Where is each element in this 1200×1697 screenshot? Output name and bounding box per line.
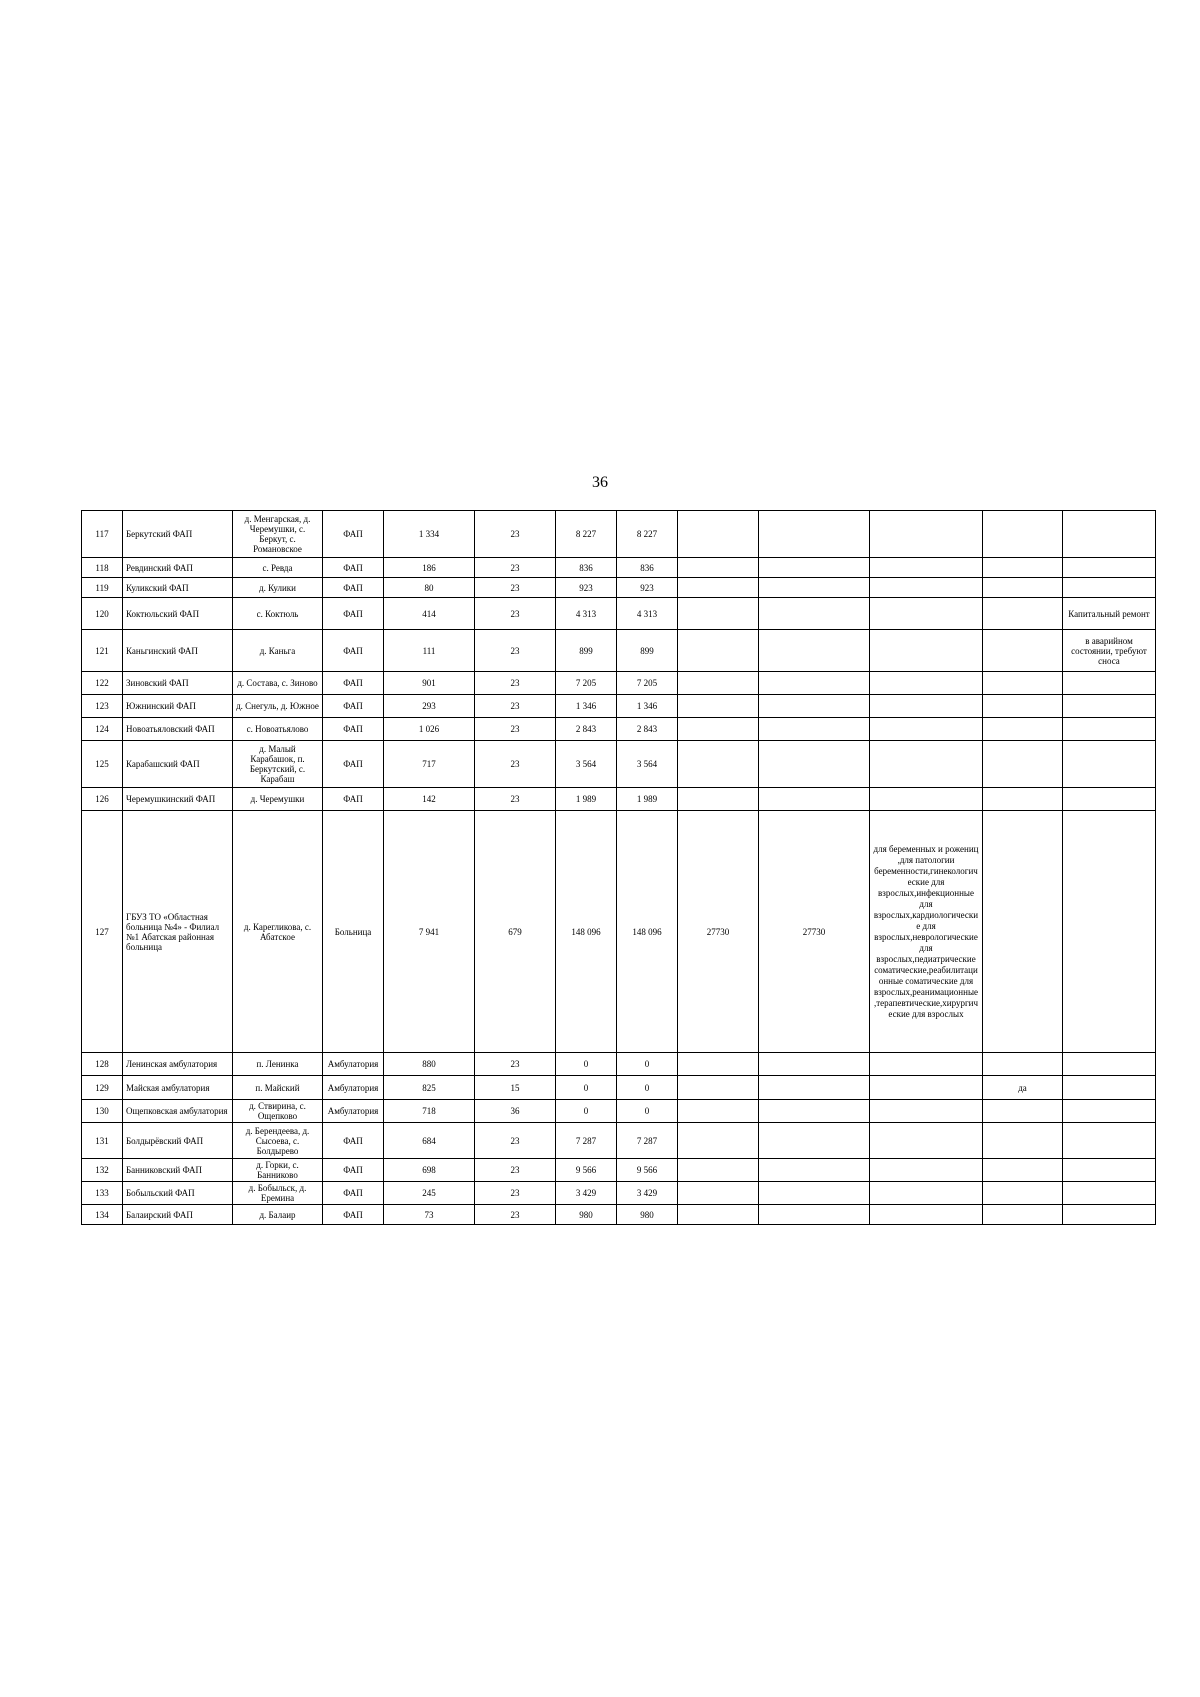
facility-location: д. Черемушки [233,788,323,811]
condition-note [1063,578,1156,598]
column-9-value [759,1182,870,1205]
table-row [82,811,1156,1053]
facility-name: Беркутский ФАП [123,511,233,558]
column-5-value: 23 [475,741,556,788]
column-5-value: 15 [475,1076,556,1100]
facility-name: Болдырёвский ФАП [123,1123,233,1159]
facilities-table [81,510,1156,1225]
condition-note [1063,558,1156,578]
column-9-value [759,1100,870,1123]
table-row [82,695,1156,718]
table-row [82,558,1156,578]
row-number: 122 [82,672,123,695]
condition-note [1063,718,1156,741]
row-number: 129 [82,1076,123,1100]
column-8-value [678,741,759,788]
column-8-value [678,1182,759,1205]
column-9-value [759,598,870,630]
row-number: 117 [82,511,123,558]
facility-type: ФАП [323,695,384,718]
population-value: 880 [384,1053,475,1076]
column-11-value [983,1159,1063,1182]
facility-location: д. Кулики [233,578,323,598]
column-8-value: 27730 [678,811,759,1053]
column-11-value [983,630,1063,672]
facility-type: ФАП [323,1123,384,1159]
column-9-value [759,788,870,811]
facility-location: д. Балаир [233,1205,323,1225]
row-number: 127 [82,811,123,1053]
column-6-value: 1 989 [556,788,617,811]
row-number: 132 [82,1159,123,1182]
population-value: 684 [384,1123,475,1159]
bed-profile-text [870,598,983,630]
facility-location: д. Берендеева, д. Сысоева, с. Болдырево [233,1123,323,1159]
condition-note [1063,1100,1156,1123]
facility-location: д. Снегуль, д. Южное [233,695,323,718]
condition-note [1063,1123,1156,1159]
condition-note [1063,1159,1156,1182]
population-value: 1 026 [384,718,475,741]
column-11-value [983,695,1063,718]
column-6-value: 2 843 [556,718,617,741]
column-9-value [759,741,870,788]
row-number: 120 [82,598,123,630]
facility-name: Балаирский ФАП [123,1205,233,1225]
column-9-value [759,558,870,578]
facility-type: ФАП [323,788,384,811]
facility-name: Коктюльский ФАП [123,598,233,630]
column-5-value: 23 [475,1159,556,1182]
column-8-value [678,1053,759,1076]
facility-type: Амбулатория [323,1100,384,1123]
bed-profile-text [870,1100,983,1123]
column-7-value: 1 989 [617,788,678,811]
column-5-value: 23 [475,1123,556,1159]
bed-profile-text [870,695,983,718]
facility-name: Бобыльский ФАП [123,1182,233,1205]
condition-note [1063,811,1156,1053]
table-row [82,1053,1156,1076]
column-11-value [983,788,1063,811]
table-row [82,1205,1156,1225]
column-6-value: 7 287 [556,1123,617,1159]
condition-note [1063,1205,1156,1225]
condition-note: Капитальный ремонт [1063,598,1156,630]
column-5-value: 23 [475,1182,556,1205]
column-11-value: да [983,1076,1063,1100]
condition-note [1063,741,1156,788]
row-number: 134 [82,1205,123,1225]
bed-profile-text [870,630,983,672]
column-9-value [759,630,870,672]
column-7-value: 3 429 [617,1182,678,1205]
column-11-value [983,1205,1063,1225]
column-11-value [983,1100,1063,1123]
column-8-value [678,1100,759,1123]
bed-profile-text [870,1053,983,1076]
facility-type: Больница [323,811,384,1053]
facility-name: Новоатьяловский ФАП [123,718,233,741]
column-5-value: 23 [475,578,556,598]
column-7-value: 7 287 [617,1123,678,1159]
table-row [82,718,1156,741]
column-8-value [678,1123,759,1159]
column-9-value: 27730 [759,811,870,1053]
facility-type: ФАП [323,1182,384,1205]
column-6-value: 1 346 [556,695,617,718]
column-7-value: 0 [617,1053,678,1076]
row-number: 128 [82,1053,123,1076]
column-7-value: 1 346 [617,695,678,718]
population-value: 186 [384,558,475,578]
facility-type: Амбулатория [323,1076,384,1100]
bed-profile-text: для беременных и рожениц ,для патологии беременности,гинекологические для взрослых,инфекционные для взрослых,кардиологические для взрослых,неврологические для взрослых,педиатрические соматические,реабилитационные соматические для взрослых,реанимационные ,терапевтические,хирургические для взрослых [870,811,983,1053]
column-6-value: 7 205 [556,672,617,695]
column-11-value [983,558,1063,578]
column-8-value [678,1076,759,1100]
population-value: 245 [384,1182,475,1205]
facility-location: с. Коктюль [233,598,323,630]
column-9-value [759,1159,870,1182]
column-7-value: 7 205 [617,672,678,695]
column-8-value [678,718,759,741]
condition-note [1063,672,1156,695]
facility-location: д. Каньга [233,630,323,672]
row-number: 121 [82,630,123,672]
condition-note: в аварийном состоянии, требуют сноса [1063,630,1156,672]
facility-location: п. Ленинка [233,1053,323,1076]
column-8-value [678,511,759,558]
facility-name: Черемушкинский ФАП [123,788,233,811]
population-value: 7 941 [384,811,475,1053]
condition-note [1063,1053,1156,1076]
column-6-value: 148 096 [556,811,617,1053]
column-11-value [983,1053,1063,1076]
table-row [82,598,1156,630]
column-6-value: 980 [556,1205,617,1225]
facility-type: ФАП [323,598,384,630]
population-value: 80 [384,578,475,598]
condition-note [1063,1182,1156,1205]
condition-note [1063,788,1156,811]
row-number: 125 [82,741,123,788]
column-9-value [759,1123,870,1159]
row-number: 118 [82,558,123,578]
column-8-value [678,558,759,578]
table-row [82,788,1156,811]
facility-location: с. Новоатьялово [233,718,323,741]
column-7-value: 980 [617,1205,678,1225]
table-row [82,1076,1156,1100]
column-11-value [983,578,1063,598]
facility-name: Ревдинский ФАП [123,558,233,578]
column-9-value [759,1076,870,1100]
column-9-value [759,1053,870,1076]
table-row [82,672,1156,695]
column-5-value: 23 [475,1205,556,1225]
page-number: 36 [592,474,608,491]
column-8-value [678,630,759,672]
facility-location: д. Карегликова, с. Абатское [233,811,323,1053]
column-5-value: 23 [475,511,556,558]
column-7-value: 4 313 [617,598,678,630]
column-6-value: 923 [556,578,617,598]
facility-location: п. Майский [233,1076,323,1100]
column-5-value: 36 [475,1100,556,1123]
table-row [82,1123,1156,1159]
facility-name: ГБУЗ ТО «Областная больница №4» - Филиал №1 Абатская районная больница [123,811,233,1053]
column-9-value [759,672,870,695]
column-6-value: 836 [556,558,617,578]
bed-profile-text [870,788,983,811]
condition-note [1063,511,1156,558]
facility-name: Ощепковская амбулатория [123,1100,233,1123]
bed-profile-text [870,558,983,578]
population-value: 73 [384,1205,475,1225]
population-value: 293 [384,695,475,718]
column-8-value [678,1205,759,1225]
column-5-value: 23 [475,788,556,811]
condition-note [1063,1076,1156,1100]
facility-type: ФАП [323,511,384,558]
column-5-value: 679 [475,811,556,1053]
facility-name: Банниковский ФАП [123,1159,233,1182]
column-7-value: 9 566 [617,1159,678,1182]
bed-profile-text [870,1205,983,1225]
column-8-value [678,788,759,811]
column-11-value [983,672,1063,695]
facility-type: ФАП [323,741,384,788]
row-number: 124 [82,718,123,741]
facility-type: ФАП [323,718,384,741]
column-11-value [983,1123,1063,1159]
facility-name: Южнинский ФАП [123,695,233,718]
column-11-value [983,1182,1063,1205]
column-9-value [759,578,870,598]
column-8-value [678,578,759,598]
column-11-value [983,511,1063,558]
bed-profile-text [870,1076,983,1100]
facility-name: Куликский ФАП [123,578,233,598]
population-value: 718 [384,1100,475,1123]
column-5-value: 23 [475,558,556,578]
population-value: 414 [384,598,475,630]
column-9-value [759,1205,870,1225]
table-row [82,1159,1156,1182]
column-9-value [759,695,870,718]
population-value: 111 [384,630,475,672]
bed-profile-text [870,511,983,558]
population-value: 825 [384,1076,475,1100]
column-5-value: 23 [475,695,556,718]
column-8-value [678,598,759,630]
column-6-value: 899 [556,630,617,672]
column-9-value [759,511,870,558]
facility-name: Зиновский ФАП [123,672,233,695]
column-5-value: 23 [475,1053,556,1076]
bed-profile-text [870,741,983,788]
population-value: 717 [384,741,475,788]
column-5-value: 23 [475,672,556,695]
column-7-value: 8 227 [617,511,678,558]
column-11-value [983,811,1063,1053]
facility-location: д. Состава, с. Зиново [233,672,323,695]
facility-location: д. Менгарская, д. Черемушки, с. Беркут, с. Романовское [233,511,323,558]
facility-type: ФАП [323,558,384,578]
table-row [82,1182,1156,1205]
column-11-value [983,718,1063,741]
bed-profile-text [870,1159,983,1182]
bed-profile-text [870,718,983,741]
column-7-value: 2 843 [617,718,678,741]
table-row [82,741,1156,788]
facility-type: ФАП [323,630,384,672]
bed-profile-text [870,672,983,695]
row-number: 123 [82,695,123,718]
facility-name: Майская амбулатория [123,1076,233,1100]
column-6-value: 0 [556,1100,617,1123]
facility-location: д. Горки, с. Банниково [233,1159,323,1182]
row-number: 130 [82,1100,123,1123]
column-7-value: 836 [617,558,678,578]
facility-name: Ленинская амбулатория [123,1053,233,1076]
table-row [82,578,1156,598]
bed-profile-text [870,578,983,598]
facility-type: ФАП [323,1205,384,1225]
column-8-value [678,672,759,695]
table-row [82,630,1156,672]
facility-name: Карабашский ФАП [123,741,233,788]
facility-type: ФАП [323,578,384,598]
column-6-value: 3 564 [556,741,617,788]
facility-location: с. Ревда [233,558,323,578]
bed-profile-text [870,1123,983,1159]
table-row [82,1100,1156,1123]
column-6-value: 0 [556,1053,617,1076]
population-value: 142 [384,788,475,811]
column-7-value: 0 [617,1100,678,1123]
facility-type: ФАП [323,1159,384,1182]
facility-name: Каньгинский ФАП [123,630,233,672]
population-value: 698 [384,1159,475,1182]
table-row [82,511,1156,558]
column-7-value: 3 564 [617,741,678,788]
column-6-value: 8 227 [556,511,617,558]
facility-location: д. Бобыльск, д. Еремина [233,1182,323,1205]
column-11-value [983,741,1063,788]
column-8-value [678,695,759,718]
column-5-value: 23 [475,718,556,741]
population-value: 901 [384,672,475,695]
facility-location: д. Ствирина, с. Ощепково [233,1100,323,1123]
column-8-value [678,1159,759,1182]
facility-location: д. Малый Карабашок, п. Беркутский, с. Карабаш [233,741,323,788]
population-value: 1 334 [384,511,475,558]
row-number: 131 [82,1123,123,1159]
column-6-value: 9 566 [556,1159,617,1182]
column-5-value: 23 [475,630,556,672]
column-9-value [759,718,870,741]
condition-note [1063,695,1156,718]
column-7-value: 923 [617,578,678,598]
facility-type: Амбулатория [323,1053,384,1076]
column-5-value: 23 [475,598,556,630]
column-7-value: 899 [617,630,678,672]
row-number: 126 [82,788,123,811]
column-11-value [983,598,1063,630]
column-7-value: 0 [617,1076,678,1100]
bed-profile-text [870,1182,983,1205]
row-number: 119 [82,578,123,598]
column-6-value: 0 [556,1076,617,1100]
column-6-value: 4 313 [556,598,617,630]
column-7-value: 148 096 [617,811,678,1053]
row-number: 133 [82,1182,123,1205]
column-6-value: 3 429 [556,1182,617,1205]
facility-type: ФАП [323,672,384,695]
